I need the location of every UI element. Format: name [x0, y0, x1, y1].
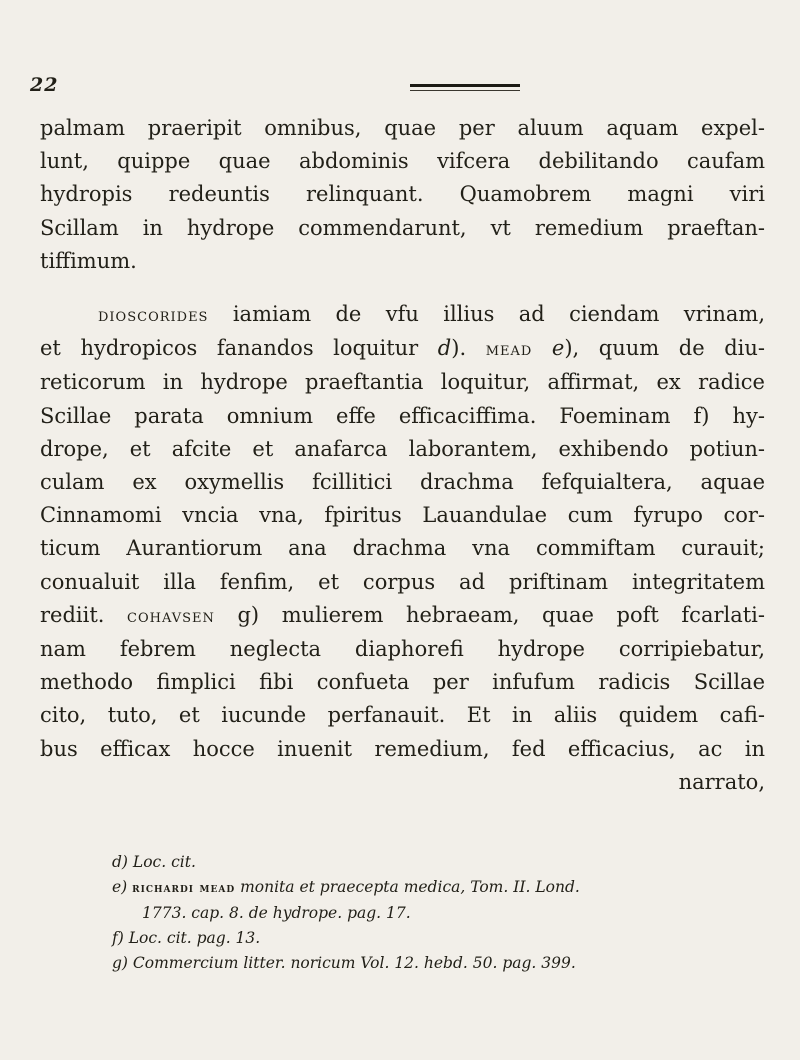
- footnote-mark: e): [112, 878, 128, 896]
- footnote-mark: f): [112, 929, 124, 947]
- text-line: cito, tuto, et iucunde perfanauit. Et in aliis quidem cafi-: [40, 703, 765, 728]
- footnote-ref: e: [532, 336, 565, 361]
- text-line: ticum Aurantiorum ana drachma vna commiftam curauit;: [40, 536, 765, 561]
- text-line: methodo fimplici fibi confueta per infufum radicis Scillae: [40, 670, 765, 695]
- header-rule: [410, 84, 520, 87]
- text-span: iamiam de vfu illius ad ciendam vrinam,: [208, 302, 765, 327]
- text-line: culam ex oxymellis fcillitici drachma fefquialtera, aquae: [40, 470, 765, 495]
- text-span: ), quum de diu-: [564, 336, 765, 361]
- page-number: 22: [30, 74, 59, 96]
- text-line: Scillam in hydrope commendarunt, vt remedium praeftan-: [40, 215, 765, 240]
- text-line: nam febrem neglecta diaphorefi hydrope corripiebatur,: [40, 637, 765, 662]
- author-name: dioscorides: [98, 305, 209, 327]
- author-name: cohavsen: [127, 605, 215, 627]
- text-line: bus efficax hocce inuenit remedium, fed efficacius, ac in: [40, 736, 765, 761]
- footnote-e: [112, 875, 762, 901]
- footnote-e-continued: 1773. cap. 8. de hydrope. pag. 17.: [142, 904, 411, 922]
- text-line: conualuit illa fenfim, et corpus ad priftinam integritatem: [40, 569, 765, 594]
- text-span: et hydropicos fanandos loquitur: [40, 336, 438, 361]
- text-line: [40, 599, 765, 633]
- text-line: lunt, quippe quae abdominis vifcera debilitando caufam: [40, 149, 765, 174]
- footnote-text: Commercium litter. noricum Vol. 12. hebd. 50. pag. 399.: [132, 954, 576, 972]
- text-span: g) mulierem hebraeam, quae poft fcarlati-: [214, 602, 765, 627]
- catchword: narrato,: [678, 769, 765, 794]
- text-line: Cinnamomi vncia vna, fpiritus Lauandulae cum fyrupo cor-: [40, 503, 765, 528]
- text-line: palmam praeripit omnibus, quae per aluum aquam expel-: [40, 116, 765, 140]
- author-name: mead: [485, 339, 533, 361]
- text-line: drope, et afcite et anafarca laborantem, exhibendo potiun-: [40, 436, 765, 461]
- footnote-mark: d): [112, 853, 128, 871]
- paragraph-gap: [40, 278, 765, 298]
- footnote-d: [112, 850, 762, 875]
- header-rule-thin: [410, 90, 520, 91]
- text-line: hydropis redeuntis relinquant. Quamobrem magni viri: [40, 182, 765, 207]
- footnote-text: Loc. cit. pag. 13.: [128, 929, 261, 947]
- footnotes: [112, 850, 762, 976]
- text-line: reticorum in hydrope praeftantia loquitur, affirmat, ex radice: [40, 370, 765, 395]
- text-line: tiffimum.: [40, 248, 137, 273]
- text-line: [40, 332, 765, 366]
- footnote-g: [112, 951, 762, 976]
- text-span: rediit.: [40, 602, 128, 627]
- footnote-f: [112, 926, 762, 951]
- text-line: [40, 298, 765, 332]
- footnote-ref: d: [437, 336, 452, 361]
- footnote-text: monita et praecepta medica, Tom. II. Lond.: [240, 878, 580, 896]
- text-line: Scillae parata omnium effe efficaciffima. Foeminam f) hy-: [40, 403, 765, 428]
- main-text: [40, 112, 765, 799]
- footnote-author: richardi mead: [132, 881, 236, 896]
- footnote-text: Loc. cit.: [132, 853, 196, 871]
- text-span: ).: [451, 336, 486, 361]
- footnote-mark: g): [112, 954, 128, 972]
